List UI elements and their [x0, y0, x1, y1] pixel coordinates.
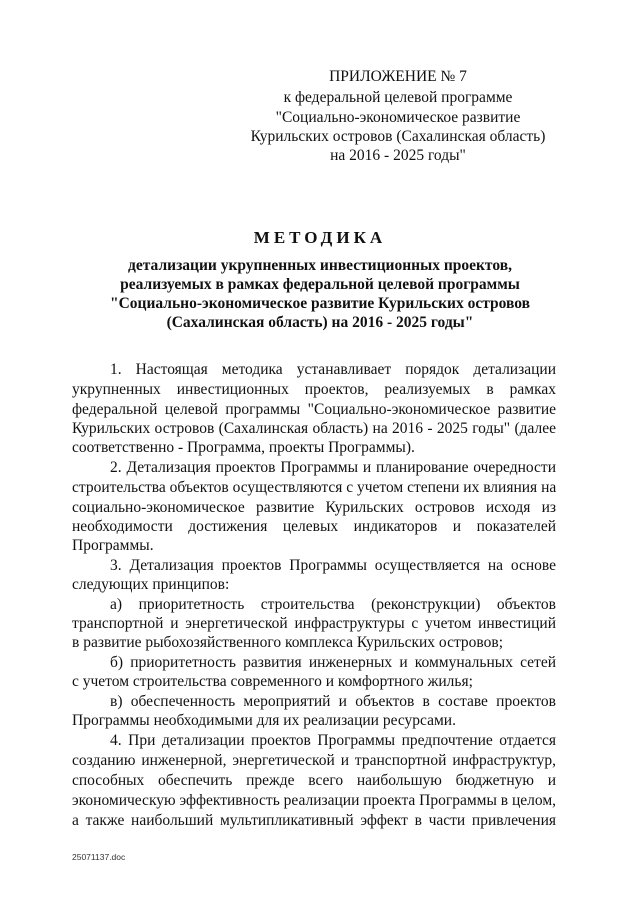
- body-line: в) обеспеченность мероприятий и объектов в составе проектов: [110, 693, 556, 710]
- body-line: б) приоритетность развития инженерных и коммунальных сетей: [110, 654, 556, 671]
- document-title: МЕТОДИКА: [253, 228, 387, 247]
- appendix-line: к федеральной целевой программе: [283, 89, 513, 106]
- appendix-line: "Социально-экономическое развитие: [275, 109, 521, 126]
- body-line: а) приоритетность строительства (реконструкции) объектов: [110, 596, 556, 613]
- body-line: социально-экономическое развитие Курильских островов исходя из: [72, 499, 556, 516]
- body-line: Курильских островов (Сахалинская область) на 2016 - 2025 годы" (далее: [72, 420, 556, 437]
- subtitle-line: (Сахалинская область) на 2016 - 2025 годы": [166, 314, 474, 331]
- body-line: соответственно - Программа, проекты Программы).: [72, 439, 415, 456]
- body-line: созданию инженерной, энергетической и транспортной инфраструктур,: [72, 752, 556, 769]
- appendix-line: на 2016 - 2025 годы": [330, 147, 466, 164]
- appendix-heading: ПРИЛОЖЕНИЕ № 7: [329, 68, 467, 85]
- body-line: 2. Детализация проектов Программы и планирование очередности: [110, 459, 556, 476]
- body-line: а также наибольший мультипликативный эффект в части привлечения: [72, 812, 556, 829]
- body-line: экономическую эффективность реализации проекта Программы в целом,: [72, 792, 556, 809]
- body-line: 1. Настоящая методика устанавливает порядок детализации: [110, 361, 556, 378]
- body-line: 4. При детализации проектов Программы предпочтение отдается: [110, 732, 556, 749]
- body-line: способных обеспечить прежде всего наибольшую бюджетную и: [72, 772, 556, 789]
- subtitle-line: детализации укрупненных инвестиционных проектов,: [128, 257, 512, 274]
- body-line: с учетом строительства современного и комфортного жилья;: [72, 673, 473, 690]
- body-line: 3. Детализация проектов Программы осуществляется на основе: [110, 557, 556, 574]
- body-line: строительства объектов осуществляются с учетом степени их влияния на: [72, 479, 557, 496]
- footer-filename: 25071137.doc: [72, 852, 126, 862]
- body-line: в развитие рыбохозяйственного комплекса Курильских островов;: [72, 634, 504, 651]
- appendix-line: Курильских островов (Сахалинская область): [250, 128, 546, 145]
- subtitle-line: реализуемых в рамках федеральной целевой программы: [120, 276, 520, 293]
- body-line: транспортной и энергетической инфраструктуры с учетом инвестиций: [72, 615, 556, 632]
- body-line: Программы необходимыми для их реализации ресурсами.: [72, 712, 456, 729]
- body-line: федеральной целевой программы "Социально-экономическое развитие: [72, 401, 556, 418]
- body-line: Программы.: [72, 537, 154, 554]
- body-line: необходимости достижения целевых индикаторов и показателей: [72, 518, 556, 535]
- body-line: укрупненных инвестиционных проектов, реализуемых в рамках: [72, 381, 556, 398]
- subtitle-line: "Социально-экономическое развитие Курильских островов: [109, 295, 531, 312]
- body-line: следующих принципов:: [72, 576, 230, 593]
